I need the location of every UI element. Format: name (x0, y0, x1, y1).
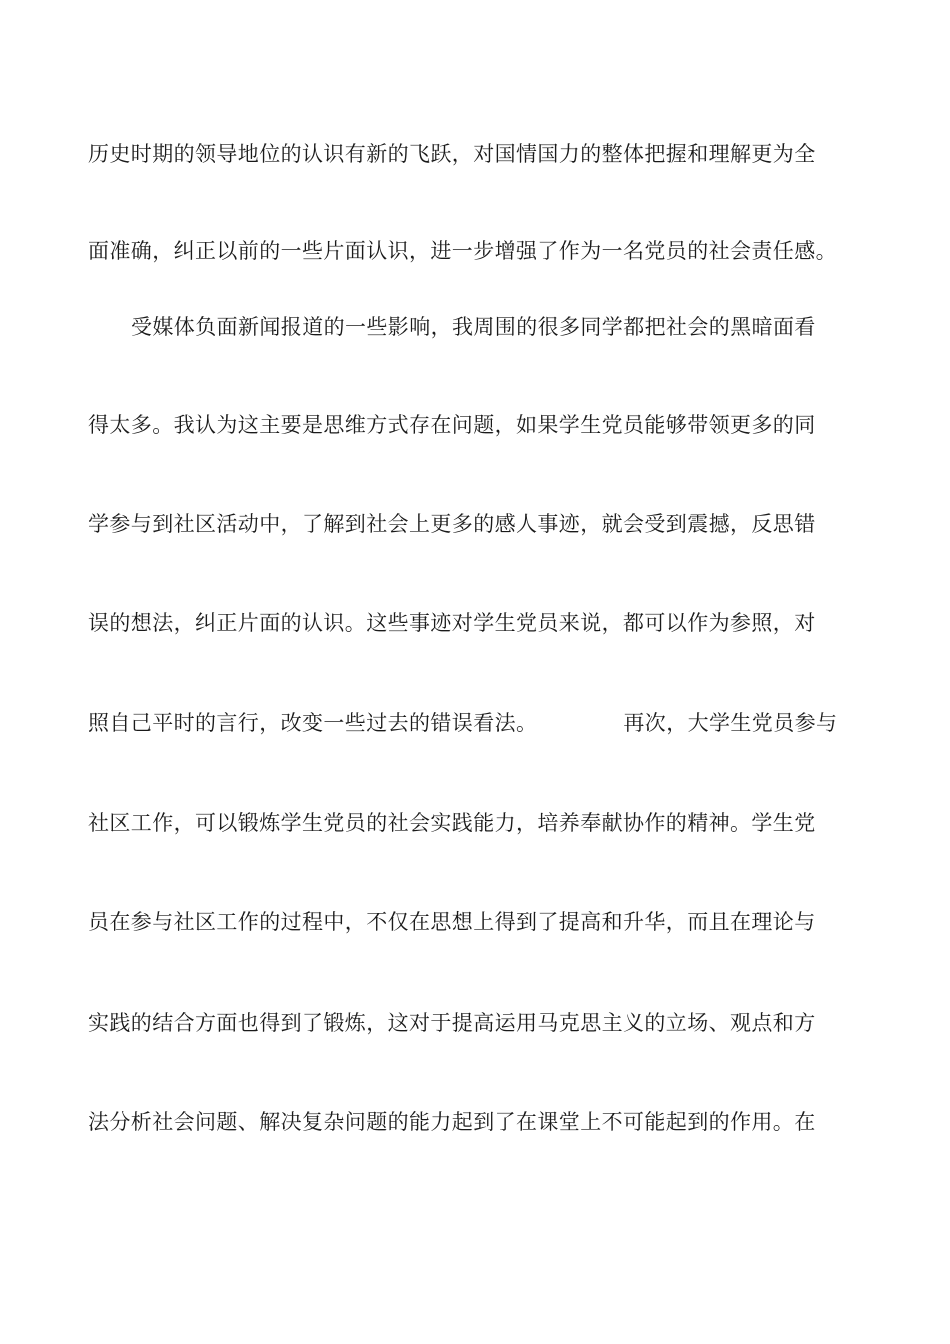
text-line-10: 实践的结合方面也得到了锻炼，这对于提高运用马克思主义的立场、观点和方 (88, 1011, 816, 1035)
text-line-7-part-2-paragraph-start: 再次，大学生党员参与 (623, 711, 838, 735)
text-line-4: 得太多。我认为这主要是思维方式存在问题，如果学生党员能够带领更多的同 (88, 413, 816, 437)
text-line-9: 员在参与社区工作的过程中，不仅在思想上得到了提高和升华，而且在理论与 (88, 910, 816, 934)
text-line-5: 学参与到社区活动中，了解到社会上更多的感人事迹，就会受到震撼，反思错 (88, 512, 816, 536)
text-line-8: 社区工作，可以锻炼学生党员的社会实践能力，培养奉献协作的精神。学生党 (88, 811, 816, 835)
text-line-7-part-1: 照自己平时的言行，改变一些过去的错误看法。 (88, 711, 538, 735)
text-line-3-paragraph-start: 受媒体负面新闻报道的一些影响，我周围的很多同学都把社会的黑暗面看 (131, 315, 816, 339)
text-line-7 (88, 709, 837, 737)
text-line-2: 面准确，纠正以前的一些片面认识，进一步增强了作为一名党员的社会责任感。 (88, 239, 837, 263)
text-line-1: 历史时期的领导地位的认识有新的飞跃，对国情国力的整体把握和理解更为全 (88, 142, 816, 166)
text-line-6: 误的想法，纠正片面的认识。这些事迹对学生党员来说，都可以作为参照，对 (88, 611, 816, 635)
text-line-11: 法分析社会问题、解决复杂问题的能力起到了在课堂上不可能起到的作用。在 (88, 1110, 816, 1134)
